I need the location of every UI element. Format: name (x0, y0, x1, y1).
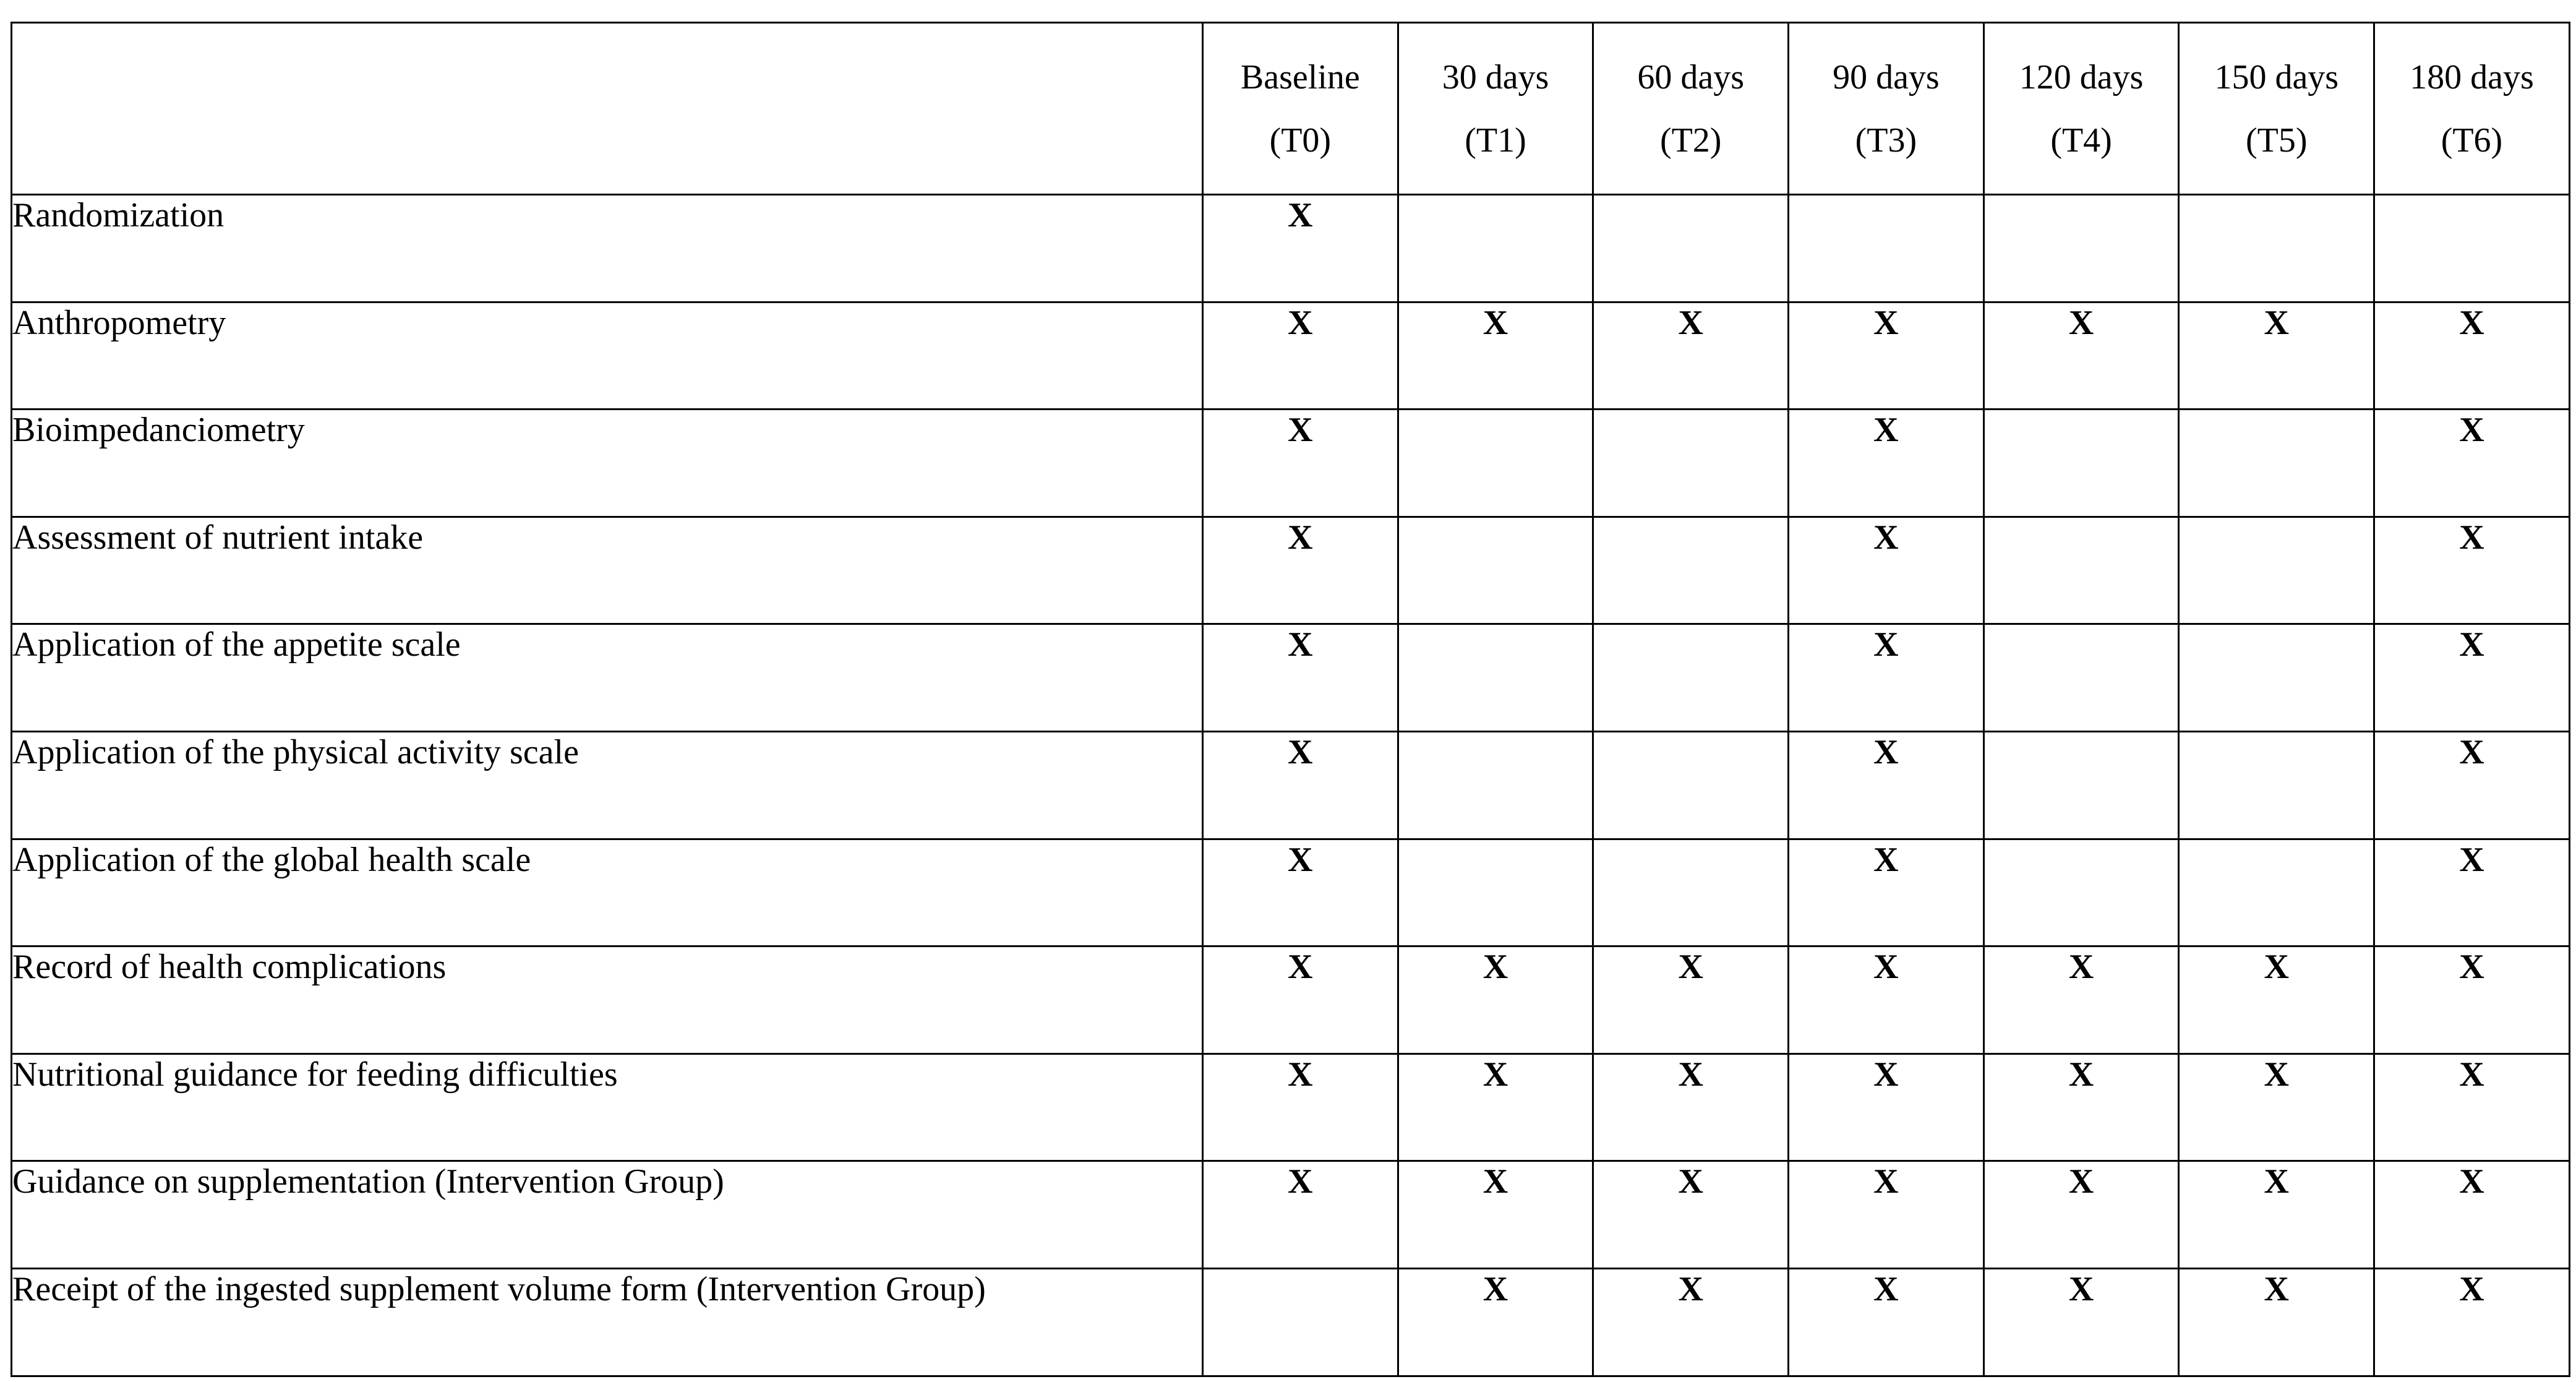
empty-cell (2179, 517, 2374, 624)
schedule-mark: X (1593, 302, 1789, 410)
column-header-t5 (2179, 23, 2374, 195)
table-row (12, 839, 2570, 946)
empty-cell (1983, 839, 2179, 946)
schedule-mark: X (1789, 946, 1984, 1054)
schedule-mark: X (1398, 946, 1593, 1054)
schedule-mark: X (2179, 302, 2374, 410)
study-schedule-table (11, 22, 2570, 1377)
empty-cell (2179, 195, 2374, 303)
table-row (12, 1268, 2570, 1376)
schedule-mark: X (1398, 302, 1593, 410)
schedule-mark: X (2179, 946, 2374, 1054)
header-row (12, 23, 2570, 195)
schedule-mark: X (1983, 1161, 2179, 1269)
empty-cell (1983, 410, 2179, 517)
column-header-name: 60 days (1637, 58, 1745, 97)
schedule-mark: X (2374, 517, 2570, 624)
schedule-mark: X (1203, 731, 1398, 839)
table-row (12, 410, 2570, 517)
column-header-t4 (1983, 23, 2179, 195)
empty-cell (1593, 195, 1789, 303)
activity-label: Bioimpedanciometry (12, 410, 1203, 517)
schedule-mark: X (1983, 1268, 2179, 1376)
schedule-body (12, 195, 2570, 1376)
activity-label: Application of the global health scale (12, 839, 1203, 946)
column-header-t6 (2374, 23, 2570, 195)
column-header-t2 (1593, 23, 1789, 195)
schedule-mark: X (2374, 946, 2570, 1054)
empty-cell (2179, 731, 2374, 839)
schedule-mark: X (1789, 1054, 1984, 1161)
schedule-mark: X (1203, 517, 1398, 624)
table-row (12, 302, 2570, 410)
column-header-t0 (1203, 23, 1398, 195)
empty-cell (1593, 731, 1789, 839)
empty-cell (2179, 839, 2374, 946)
schedule-mark: X (1789, 1161, 1984, 1269)
table-row (12, 195, 2570, 303)
column-header-name: 90 days (1833, 58, 1940, 97)
schedule-mark: X (2374, 839, 2570, 946)
table-row (12, 1054, 2570, 1161)
corner-cell (12, 23, 1203, 195)
schedule-mark: X (1983, 302, 2179, 410)
table-row (12, 624, 2570, 732)
schedule-mark: X (2374, 302, 2570, 410)
empty-cell (2374, 195, 2570, 303)
column-header-code: (T4) (2050, 121, 2112, 160)
table-row (12, 731, 2570, 839)
empty-cell (1593, 839, 1789, 946)
schedule-mark: X (1789, 410, 1984, 517)
schedule-mark: X (2374, 1161, 2570, 1269)
schedule-mark: X (1398, 1268, 1593, 1376)
empty-cell (1203, 1268, 1398, 1376)
empty-cell (1398, 410, 1593, 517)
schedule-mark: X (1203, 946, 1398, 1054)
activity-label: Record of health complications (12, 946, 1203, 1054)
schedule-mark: X (1593, 1268, 1789, 1376)
column-header-code: (T0) (1269, 121, 1332, 160)
column-header-name: 150 days (2214, 58, 2339, 97)
schedule-mark: X (1203, 839, 1398, 946)
activity-label: Guidance on supplementation (Intervention Group) (12, 1161, 1203, 1269)
column-header-name: Baseline (1240, 58, 1360, 97)
schedule-mark: X (1203, 1054, 1398, 1161)
empty-cell (1398, 624, 1593, 732)
schedule-mark: X (1203, 302, 1398, 410)
schedule-mark: X (2179, 1161, 2374, 1269)
schedule-mark: X (1983, 1054, 2179, 1161)
activity-label: Application of the appetite scale (12, 624, 1203, 732)
schedule-mark: X (2374, 624, 2570, 732)
column-header-code: (T2) (1659, 121, 1722, 160)
empty-cell (1983, 624, 2179, 732)
empty-cell (1398, 731, 1593, 839)
table-row (12, 946, 2570, 1054)
column-header-code: (T1) (1465, 121, 1526, 160)
schedule-mark: X (2374, 1268, 2570, 1376)
schedule-mark: X (2179, 1268, 2374, 1376)
schedule-mark: X (1983, 946, 2179, 1054)
empty-cell (1593, 517, 1789, 624)
empty-cell (1593, 410, 1789, 517)
empty-cell (1398, 195, 1593, 303)
activity-label: Nutritional guidance for feeding difficulties (12, 1054, 1203, 1161)
empty-cell (2179, 410, 2374, 517)
column-header-name: 180 days (2410, 58, 2534, 97)
empty-cell (1789, 195, 1984, 303)
column-header-code: (T6) (2441, 121, 2503, 160)
column-header-name: 120 days (2019, 58, 2144, 97)
activity-label: Application of the physical activity scale (12, 731, 1203, 839)
activity-label: Randomization (12, 195, 1203, 303)
column-header-t1 (1398, 23, 1593, 195)
schedule-mark: X (1789, 517, 1984, 624)
schedule-mark: X (1593, 1161, 1789, 1269)
empty-cell (2179, 624, 2374, 732)
column-header-code: (T3) (1855, 121, 1917, 160)
schedule-mark: X (1789, 839, 1984, 946)
schedule-mark: X (1203, 624, 1398, 732)
table-row (12, 517, 2570, 624)
empty-cell (1983, 195, 2179, 303)
column-header-code: (T5) (2246, 121, 2308, 160)
schedule-mark: X (1789, 624, 1984, 732)
empty-cell (1983, 517, 2179, 624)
schedule-mark: X (2374, 1054, 2570, 1161)
schedule-mark: X (1398, 1054, 1593, 1161)
schedule-mark: X (1203, 1161, 1398, 1269)
empty-cell (1398, 839, 1593, 946)
empty-cell (1593, 624, 1789, 732)
schedule-mark: X (1593, 946, 1789, 1054)
schedule-mark: X (1203, 195, 1398, 303)
schedule-mark: X (1203, 410, 1398, 517)
activity-label: Assessment of nutrient intake (12, 517, 1203, 624)
activity-label: Anthropometry (12, 302, 1203, 410)
column-header-t3 (1789, 23, 1984, 195)
schedule-mark: X (1789, 302, 1984, 410)
schedule-mark: X (1789, 1268, 1984, 1376)
empty-cell (1983, 731, 2179, 839)
schedule-mark: X (2374, 731, 2570, 839)
schedule-mark: X (1789, 731, 1984, 839)
schedule-mark: X (1398, 1161, 1593, 1269)
table-row (12, 1161, 2570, 1269)
column-header-name: 30 days (1442, 58, 1549, 97)
empty-cell (1398, 517, 1593, 624)
schedule-mark: X (2179, 1054, 2374, 1161)
schedule-mark: X (2374, 410, 2570, 517)
activity-label: Receipt of the ingested supplement volume form (Intervention Group) (12, 1268, 1203, 1376)
schedule-mark: X (1593, 1054, 1789, 1161)
